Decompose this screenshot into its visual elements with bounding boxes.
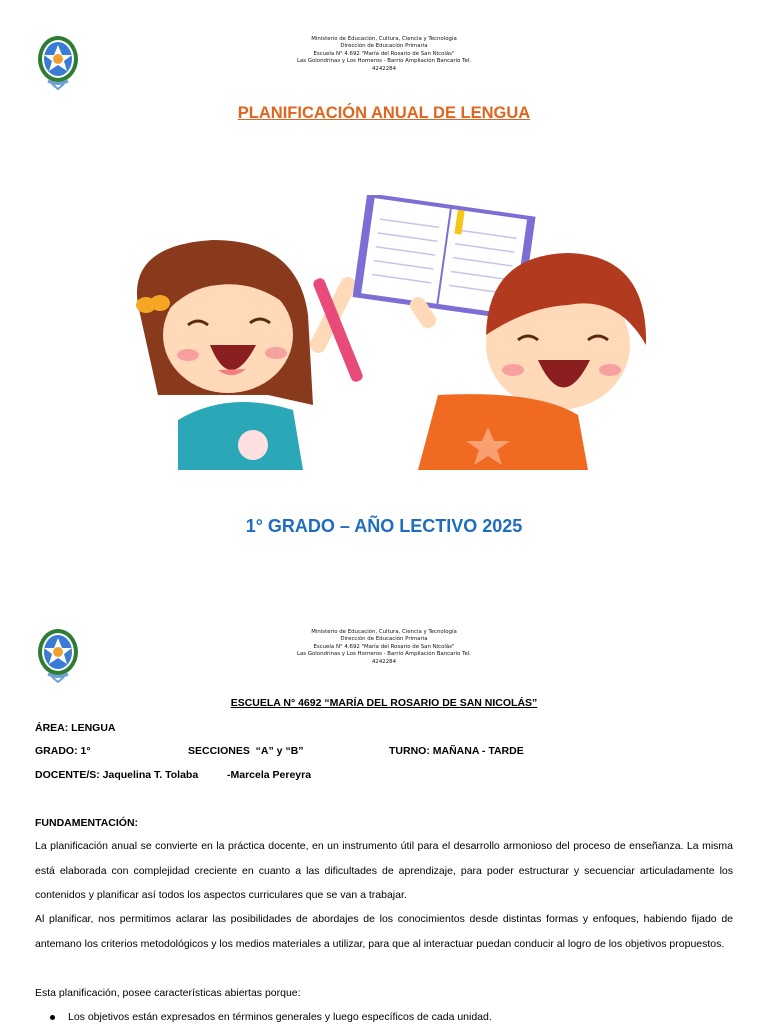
teacher2-field: -Marcela Pereyra [227,769,312,781]
ministry-header [264,36,504,73]
children-reading-illustration [118,195,658,475]
ministry-header [264,629,504,666]
teachers-field: DOCENTE/S: Jaquelina T. Tolaba [35,769,199,781]
list-item [50,1011,492,1023]
sections-field: SECCIONES “A” y “B” [188,745,304,757]
header-line: Escuela N° 4.692 "María del Rosario de San Nicolás" [313,643,455,650]
header-line: Dirección de Educación Primaria [340,43,428,50]
shift-field: TURNO: MAÑANA - TARDE [389,745,524,757]
grade-year-title: 1° GRADO – AÑO LECTIVO 2025 [245,516,523,536]
header-line: Las Golondrinas y Los Horneros - Barrio Ampliación Bancario Tel. [296,651,472,658]
header-line: 4242284 [371,658,396,665]
header-line: 4242284 [371,65,396,72]
header-line: Ministerio de Educación, Cultura, Ciencia y Tecnología [311,629,457,635]
provincial-emblem-icon [35,34,81,90]
list-item-text: Los objetivos están expresados en términos generales y luego específicos de cada unidad. [68,1011,492,1023]
provincial-emblem-icon [35,627,81,683]
grade-field: GRADO: 1° [35,745,91,757]
fundamentacion-heading: FUNDAMENTACIÓN: [35,817,139,829]
header-line: Ministerio de Educación, Cultura, Ciencia y Tecnología [311,36,457,42]
paragraph: Al planificar, nos permitimos aclarar las posibilidades de abordajes de los conocimientos desde distintas formas y enfoques, habiendo fijado de antemano los criterios metodológicos y los medios materiales a utilizar, para que al interactuar puedan conducir al logro de los objetivos propuestos. [35,913,733,950]
paragraph: Esta planificación, posee características abiertas porque: [35,987,301,999]
header-line: Las Golondrinas y Los Horneros - Barrio Ampliación Bancario Tel. [296,58,472,65]
header-line: Dirección de Educación Primaria [340,636,428,643]
bullet-icon [50,1015,55,1020]
document-title: PLANIFICACIÓN ANUAL DE LENGUA [237,104,531,122]
school-title: ESCUELA N° 4692 “MARÍA DEL ROSARIO DE SAN NICOLÁS” [230,697,538,709]
paragraph: La planificación anual se convierte en la práctica docente, en un instrumento útil para el desarrollo armonioso del proceso de enseñanza. La misma está elaborada con complejidad creciente en cuanto a las dificultades de aprendizaje, para poder estructurar y secuenciar articuladamente los contenidos y planificar así todos los aspectos curriculares que se van a trabajar. [35,840,733,901]
header-line: Escuela N° 4.692 "María del Rosario de San Nicolás" [313,50,455,57]
area-field: ÁREA: LENGUA [35,722,116,734]
